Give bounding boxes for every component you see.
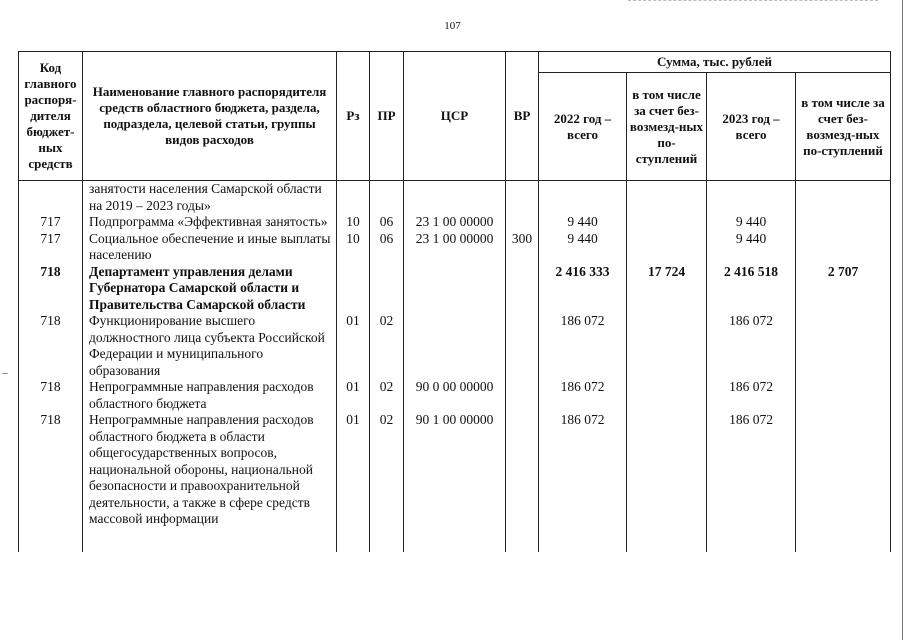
cell-rz: 10 (337, 231, 370, 264)
scan-edge-tick (2, 373, 8, 374)
cell-rz: 01 (337, 313, 370, 379)
cell-name: Непрограммные направления расходов областного бюджета в области общегосударственных вопросов, национальной обороны, национальной безопасности и правоохранительной деятельности, а также в сфере средств массовой информации (83, 412, 337, 552)
cell-2022-free (627, 379, 707, 412)
header-vr: ВР (506, 52, 539, 181)
cell-rz: 01 (337, 412, 370, 552)
cell-2022-free (627, 313, 707, 379)
cell-csr (404, 181, 506, 215)
cell-code (19, 181, 83, 215)
header-2023-free: в том числе за счет без-возмезд-ных по-ступлений (796, 73, 891, 181)
cell-csr (404, 313, 506, 379)
table-row (19, 231, 891, 264)
cell-code: 718 (19, 379, 83, 412)
cell-code: 718 (19, 412, 83, 552)
cell-2023-total: 186 072 (707, 412, 796, 552)
cell-2023-total: 9 440 (707, 231, 796, 264)
table-row (19, 412, 891, 552)
cell-2022-total: 9 440 (539, 214, 627, 231)
cell-name: Подпрограмма «Эффективная занятость» (83, 214, 337, 231)
header-2022-free: в том числе за счет без-возмезд-ных по-ступлений (627, 73, 707, 181)
table-row (19, 379, 891, 412)
cell-2022-total: 186 072 (539, 412, 627, 552)
cell-pr: 06 (370, 231, 404, 264)
cell-name: Непрограммные направления расходов областного бюджета (83, 379, 337, 412)
cell-2022-total: 186 072 (539, 313, 627, 379)
table-row (19, 264, 891, 314)
scan-edge-mark (628, 0, 878, 2)
cell-2022-free (627, 412, 707, 552)
header-pr: ПР (370, 52, 404, 181)
cell-2022-free (627, 231, 707, 264)
cell-2023-free: 2 707 (796, 264, 891, 314)
page-number: 107 (444, 20, 461, 32)
cell-code: 717 (19, 231, 83, 264)
cell-2023-free (796, 379, 891, 412)
header-2022-total: 2022 год – всего (539, 73, 627, 181)
cell-name: Функционирование высшего должностного лица субъекта Российской Федерации и муниципального образования (83, 313, 337, 379)
cell-2022-total: 9 440 (539, 231, 627, 264)
cell-2023-total: 9 440 (707, 214, 796, 231)
cell-csr: 90 1 00 00000 (404, 412, 506, 552)
budget-table (18, 51, 891, 552)
cell-pr (370, 181, 404, 215)
cell-vr: 300 (506, 231, 539, 264)
header-rz: Рз (337, 52, 370, 181)
header-csr: ЦСР (404, 52, 506, 181)
cell-pr: 02 (370, 412, 404, 552)
cell-name: Департамент управления делами Губернатора Самарской области и Правительства Самарской области (83, 264, 337, 314)
cell-vr (506, 214, 539, 231)
cell-2022-free (627, 181, 707, 215)
cell-2023-total: 186 072 (707, 379, 796, 412)
cell-code: 718 (19, 313, 83, 379)
cell-vr (506, 264, 539, 314)
cell-2022-free (627, 214, 707, 231)
cell-pr: 06 (370, 214, 404, 231)
cell-code: 718 (19, 264, 83, 314)
cell-vr (506, 379, 539, 412)
table-row (19, 313, 891, 379)
cell-csr (404, 264, 506, 314)
cell-2023-free (796, 214, 891, 231)
cell-csr: 23 1 00 00000 (404, 214, 506, 231)
cell-2023-total (707, 181, 796, 215)
cell-rz (337, 264, 370, 314)
cell-2023-total: 186 072 (707, 313, 796, 379)
cell-2022-total: 2 416 333 (539, 264, 627, 314)
table-row (19, 181, 891, 215)
cell-name: Социальное обеспечение и иные выплаты населению (83, 231, 337, 264)
cell-pr: 02 (370, 313, 404, 379)
cell-rz (337, 181, 370, 215)
header-code: Код главного распоря-дителя бюджет-ных средств (19, 52, 83, 181)
cell-2023-free (796, 231, 891, 264)
header-2023-total: 2023 год – всего (707, 73, 796, 181)
cell-2023-free (796, 181, 891, 215)
cell-2022-free: 17 724 (627, 264, 707, 314)
cell-2022-total: 186 072 (539, 379, 627, 412)
header-name: Наименование главного распорядителя средств областного бюджета, раздела, подраздела, целевой статьи, группы видов расходов (83, 52, 337, 181)
cell-vr (506, 181, 539, 215)
cell-2023-free (796, 313, 891, 379)
cell-2023-free (796, 412, 891, 552)
cell-2023-total: 2 416 518 (707, 264, 796, 314)
cell-vr (506, 412, 539, 552)
cell-name: занятости населения Самарской области на 2019 – 2023 годы» (83, 181, 337, 215)
cell-rz: 01 (337, 379, 370, 412)
cell-vr (506, 313, 539, 379)
cell-csr: 90 0 00 00000 (404, 379, 506, 412)
cell-csr: 23 1 00 00000 (404, 231, 506, 264)
scan-edge-line (902, 0, 903, 640)
table-row (19, 214, 891, 231)
header-sum-group: Сумма, тыс. рублей (539, 52, 891, 73)
cell-rz: 10 (337, 214, 370, 231)
cell-pr (370, 264, 404, 314)
cell-code: 717 (19, 214, 83, 231)
cell-2022-total (539, 181, 627, 215)
cell-pr: 02 (370, 379, 404, 412)
